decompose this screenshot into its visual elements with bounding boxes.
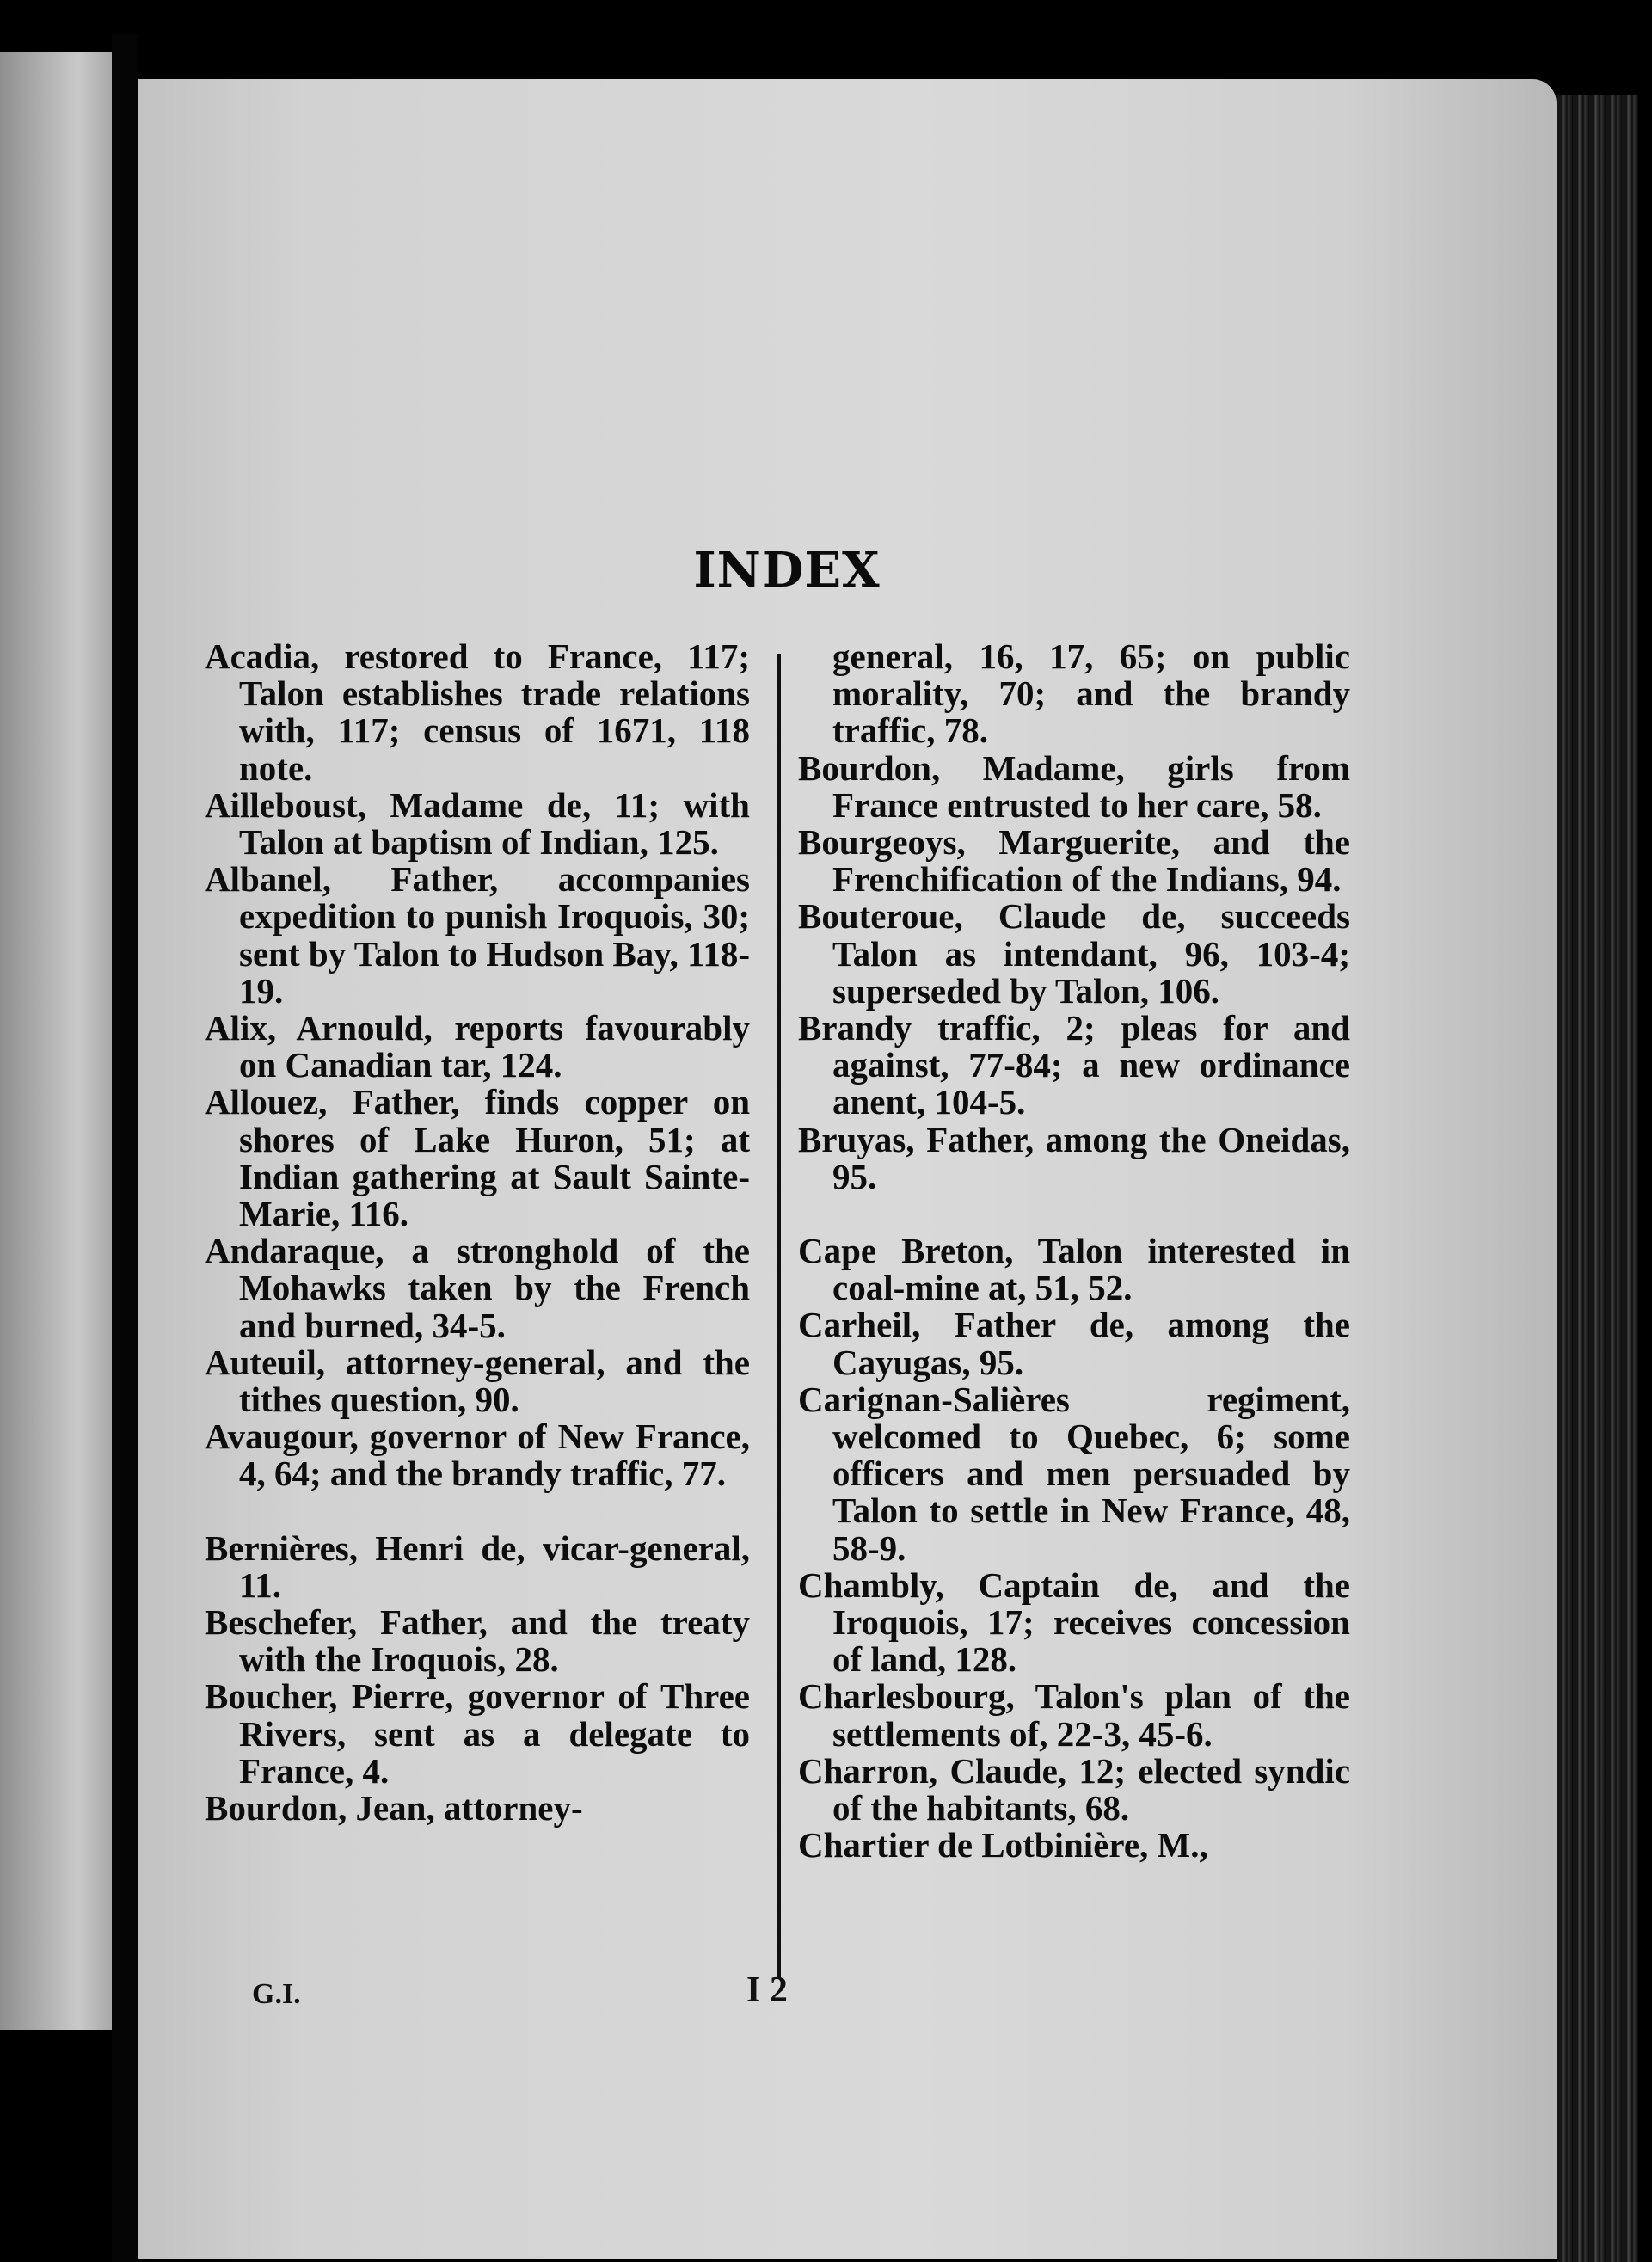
index-column-left [205,638,750,1827]
book-gutter [112,34,138,2262]
index-entry: Boucher, Pierre, governor of Three Rivers, sent as a delegate to France, 4. [205,1676,750,1791]
page-title: INDEX [693,542,881,599]
index-entry: Albanel, Father, accompanies expedition to punish Iroquois, 30; sent by Talon to Hudson Bay, 118-19. [205,859,750,1011]
index-entry: Avaugour, governor of New France, 4, 64; and the brandy traffic, 77. [205,1417,750,1494]
index-entry: Carignan-Salières regiment, welcomed to Quebec, 6; some officers and men persuaded by Talon to settle in New France, 48, 58-9. [798,1379,1350,1568]
index-entry: Bernières, Henri de, vicar-general, 11. [205,1527,750,1605]
index-entry: Charlesbourg, Talon's plan of the settlements of, 22-3, 45-6. [798,1676,1350,1754]
page-stack-edge [1557,95,1638,2262]
sheet-number: I 2 [746,1970,788,2010]
index-entry: Chartier de Lotbinière, M., [798,1825,1208,1866]
index-entry: Bourgeoys, Marguerite, and the Frenchification of the Indians, 94. [798,822,1350,900]
index-entry: Brandy traffic, 2; pleas for and against, 77-84; a new ordinance anent, 104-5. [798,1008,1350,1122]
index-entry: Chambly, Captain de, and the Iroquois, 17; receives concession of land, 128. [798,1564,1350,1680]
index-column-right [798,638,1350,1865]
index-entry-continuation: general, 16, 17, 65; on public morality, 70; and the brandy traffic, 78. [832,636,1350,751]
facing-page-edge [0,52,112,2030]
index-entry: Acadia, restored to France, 117; Talon establishes trade relations with, 117; census of 1671, 118 note. [205,636,750,788]
signature-mark: G.I. [252,1978,301,2010]
index-entry: Auteuil, attorney-general, and the tithes question, 90. [205,1342,750,1420]
column-divider [777,654,781,1978]
index-entry: Cape Breton, Talon interested in coal-mine at, 51, 52. [798,1231,1350,1308]
index-entry: Charron, Claude, 12; elected syndic of the habitants, 68. [798,1750,1350,1829]
index-entry: Beschefer, Father, and the treaty with the Iroquois, 28. [205,1602,750,1680]
index-entry: Ailleboust, Madame de, 11; with Talon at baptism of Indian, 125. [205,784,750,863]
index-entry: Carheil, Father de, among the Cayugas, 95. [798,1305,1350,1382]
index-entry: Allouez, Father, finds copper on shores of Lake Huron, 51; at Indian gathering at Sault Sainte-Marie, 116. [205,1082,750,1234]
index-entry: Bouteroue, Claude de, succeeds Talon as intendant, 96, 103-4; superseded by Talon, 106. [798,896,1350,1011]
index-entry: Bruyas, Father, among the Oneidas, 95. [798,1119,1350,1196]
index-entry: Bourdon, Jean, attorney- [205,1788,583,1829]
index-entry: Bourdon, Madame, girls from France entrusted to her care, 58. [798,747,1350,825]
index-entry: Andaraque, a stronghold of the Mohawks taken by the French and burned, 34-5. [205,1231,750,1345]
index-entry: Alix, Arnould, reports favourably on Canadian tar, 124. [205,1008,750,1085]
